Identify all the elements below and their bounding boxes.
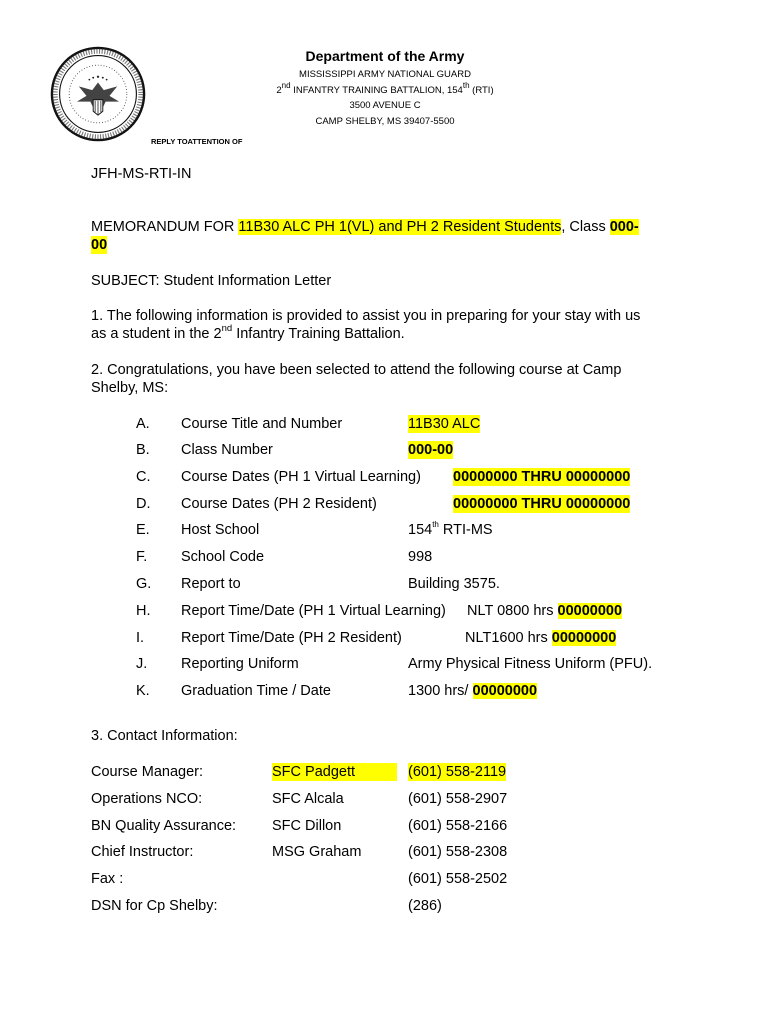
course-item-letter: B. xyxy=(136,442,150,458)
contact-role: Chief Instructor: xyxy=(91,844,194,860)
course-item-letter: H. xyxy=(136,603,151,619)
course-item-letter: A. xyxy=(136,416,150,432)
paragraph-1-line-2: as a student in the 2nd Infantry Training Battalion. xyxy=(91,323,405,342)
course-item-value: 1300 hrs/ 00000000 xyxy=(408,683,538,699)
contact-role: Fax : xyxy=(91,871,124,887)
paragraph-1-line-1: 1. The following information is provided to assist you in preparing for your stay with us xyxy=(91,308,641,324)
memo-class-continued: 00 xyxy=(91,237,108,253)
course-item-value: 00000000 THRU 00000000 xyxy=(453,496,631,512)
course-item-label: Graduation Time / Date xyxy=(181,683,331,699)
contact-phone: (601) 558-2502 xyxy=(408,871,508,887)
contact-phone: (601) 558-2119 xyxy=(408,764,507,780)
contact-phone: (601) 558-2907 xyxy=(408,791,508,807)
contact-name: MSG Graham xyxy=(272,844,362,860)
course-item-letter: F. xyxy=(136,549,148,565)
letterhead-line-4: CAMP SHELBY, MS 39407-5500 xyxy=(315,116,455,127)
course-item-value: 11B30 ALC xyxy=(408,416,481,432)
subject-line: SUBJECT: Student Information Letter xyxy=(91,273,332,289)
course-item-value: NLT 0800 hrs 00000000 xyxy=(467,603,623,619)
course-item-label: Course Dates (PH 2 Resident) xyxy=(181,496,377,512)
reply-to-attention: REPLY TOATTENTION OF xyxy=(151,137,243,146)
letterhead-line-2: 2nd INFANTRY TRAINING BATTALION, 154th (RTI) xyxy=(276,80,494,96)
course-item-value: Army Physical Fitness Uniform (PFU). xyxy=(408,656,653,672)
contact-role: Operations NCO: xyxy=(91,791,203,807)
course-item-label: School Code xyxy=(181,549,265,565)
course-item-letter: E. xyxy=(136,522,150,538)
course-item-value: NLT1600 hrs 00000000 xyxy=(465,630,617,646)
memo-recipients: 11B30 ALC PH 1(VL) and PH 2 Resident Students xyxy=(238,219,562,235)
contact-name: SFC Dillon xyxy=(272,818,342,834)
paragraph-2-line-2: Shelby, MS: xyxy=(91,380,169,396)
course-item-label: Reporting Uniform xyxy=(181,656,299,672)
contact-phone: (286) xyxy=(408,898,442,914)
contact-name: SFC Alcala xyxy=(272,791,344,807)
contact-name: SFC Padgett xyxy=(272,763,397,781)
paragraph-3: 3. Contact Information: xyxy=(91,728,238,744)
course-item-value: 000-00 xyxy=(408,442,454,458)
letterhead-title: Department of the Army xyxy=(305,48,465,64)
course-item-letter: G. xyxy=(136,576,152,592)
course-item-letter: D. xyxy=(136,496,151,512)
contact-role: DSN for Cp Shelby: xyxy=(91,898,218,914)
contact-role: Course Manager: xyxy=(91,764,204,780)
course-item-value: 998 xyxy=(408,549,433,565)
memorandum-for: MEMORANDUM FOR 11B30 ALC PH 1(VL) and PH 2 Resident Students, Class 000- xyxy=(91,219,639,235)
office-symbol: JFH-MS-RTI-IN xyxy=(91,166,192,182)
contact-role: BN Quality Assurance: xyxy=(91,818,237,834)
contact-phone: (601) 558-2308 xyxy=(408,844,508,860)
course-item-label: Report Time/Date (PH 2 Resident) xyxy=(181,630,402,646)
course-item-letter: J. xyxy=(136,656,148,672)
course-item-label: Host School xyxy=(181,522,260,538)
course-item-label: Class Number xyxy=(181,442,273,458)
contact-phone: (601) 558-2166 xyxy=(408,818,508,834)
course-item-label: Course Dates (PH 1 Virtual Learning) xyxy=(181,469,421,485)
course-item-label: Report to xyxy=(181,576,241,592)
paragraph-2-line-1: 2. Congratulations, you have been selected to attend the following course at Camp xyxy=(91,362,622,378)
course-item-value: Building 3575. xyxy=(408,576,500,592)
letterhead-line-3: 3500 AVENUE C xyxy=(349,100,421,111)
course-item-letter: C. xyxy=(136,469,151,485)
course-item-label: Report Time/Date (PH 1 Virtual Learning) xyxy=(181,603,446,619)
course-item-label: Course Title and Number xyxy=(181,416,343,432)
course-item-value: 154th RTI-MS xyxy=(408,520,493,538)
course-item-value: 00000000 THRU 00000000 xyxy=(453,469,631,485)
course-item-letter: I. xyxy=(136,630,145,646)
course-item-letter: K. xyxy=(136,683,150,699)
letterhead-line-1: MISSISSIPPI ARMY NATIONAL GUARD xyxy=(299,69,471,80)
